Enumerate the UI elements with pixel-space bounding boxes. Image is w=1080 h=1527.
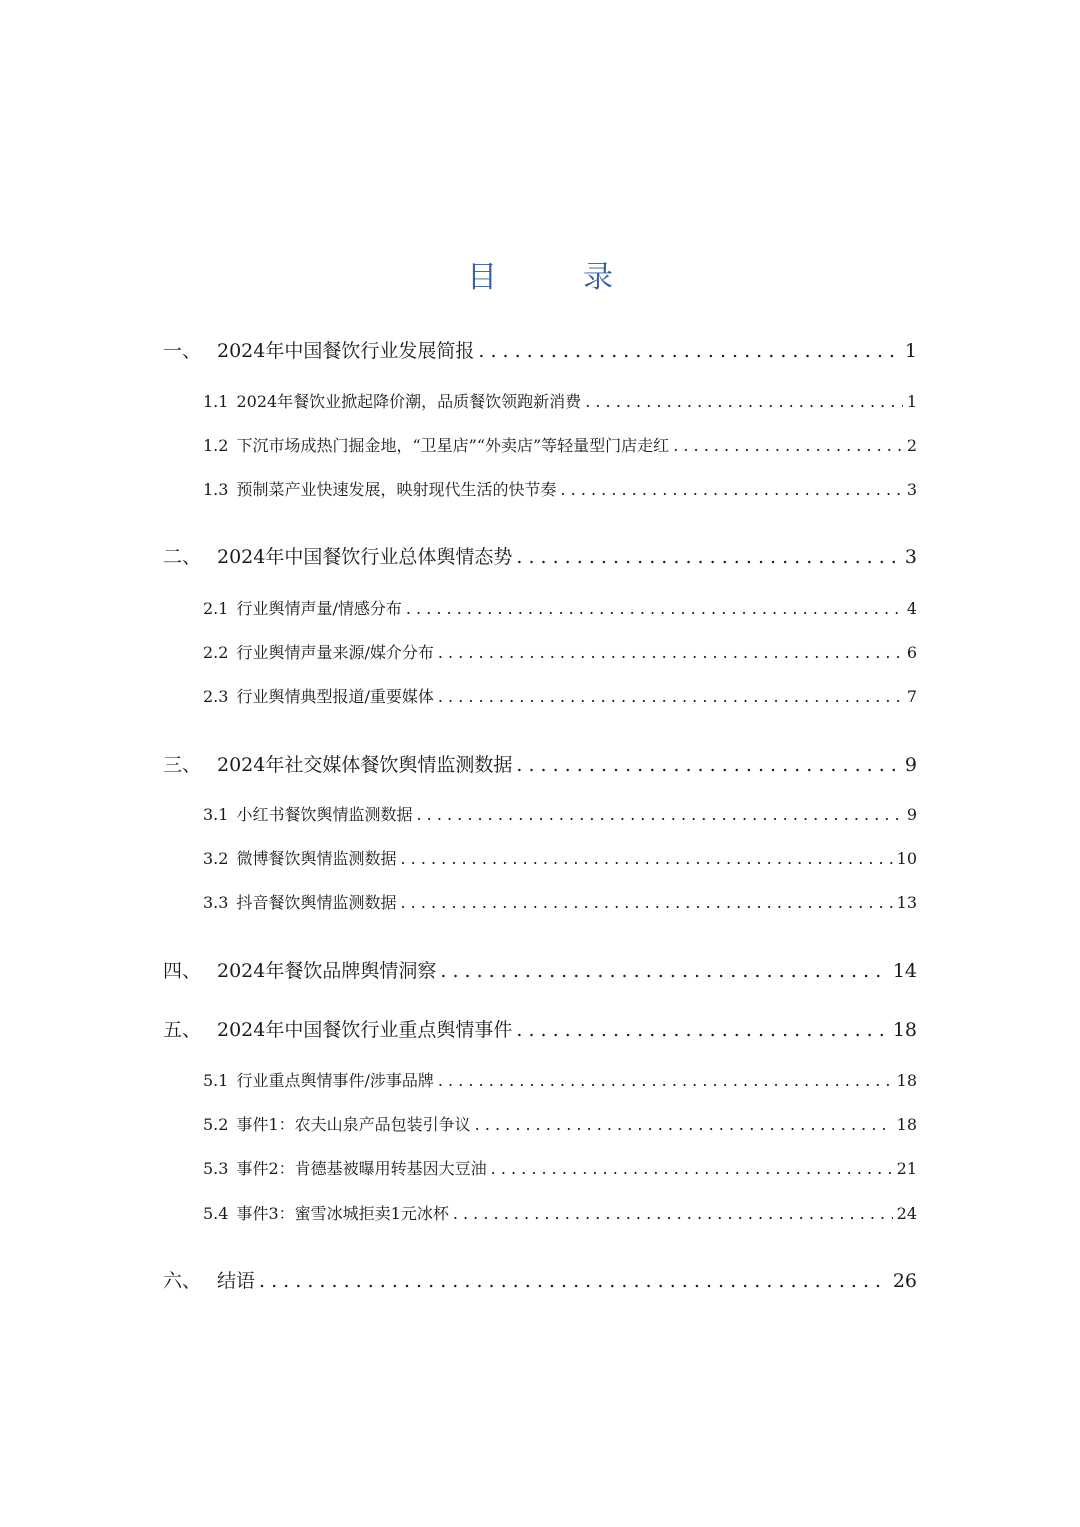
toc-entry-title: 2024年中国餐饮行业重点舆情事件 — [217, 1019, 513, 1041]
toc-entry-page-number: 9 — [904, 754, 917, 776]
toc-entry-title: 行业舆情典型报道/重要媒体 — [236, 687, 434, 706]
toc-entry-page-number: 3 — [904, 546, 917, 568]
toc-entry-number: 2.1 — [203, 599, 229, 618]
toc-entry-page-number: 1 — [904, 340, 917, 362]
toc-dot-leader — [400, 846, 892, 872]
toc-entry-page-number: 14 — [892, 960, 917, 982]
toc-entry-page-number: 1 — [906, 392, 917, 411]
toc-entry-number: 1.1 — [203, 392, 229, 411]
toc-dot-leader — [491, 1156, 893, 1182]
page-title: 目 录 — [467, 260, 641, 295]
toc-entry-title: 行业舆情声量来源/媒介分布 — [236, 643, 434, 662]
toc-section-entry[interactable] — [203, 802, 917, 828]
toc-section-entry[interactable] — [203, 389, 917, 415]
toc-entry-title: 行业舆情声量/情感分布 — [236, 599, 402, 618]
toc-dot-leader — [673, 433, 903, 459]
toc-dot-leader — [453, 1201, 893, 1227]
toc-chapter-entry[interactable] — [163, 542, 917, 572]
toc-entry-title: 2024年餐饮业掀起降价潮，品质餐饮领跑新消费 — [236, 392, 582, 411]
toc-section-entry[interactable] — [203, 1112, 917, 1138]
toc-entry-number: 2.2 — [203, 643, 229, 662]
toc-entry-page-number: 10 — [896, 849, 917, 868]
toc-entry-number: 1.3 — [203, 480, 229, 499]
toc-entry-page-number: 9 — [906, 805, 917, 824]
toc-section-entry[interactable] — [203, 433, 917, 459]
toc-entry-number: 四、 — [163, 960, 202, 982]
toc-section-entry[interactable] — [203, 846, 917, 872]
toc-entry-number: 二、 — [163, 546, 202, 568]
toc-entry-page-number: 4 — [906, 599, 917, 618]
toc-entry-title: 事件2：肯德基被曝用转基因大豆油 — [236, 1159, 487, 1178]
toc-entry-title: 抖音餐饮舆情监测数据 — [236, 893, 397, 912]
toc-dot-leader — [438, 1068, 893, 1094]
toc-entry-page-number: 13 — [896, 893, 917, 912]
toc-section-entry[interactable] — [203, 640, 917, 666]
toc-entry-page-number: 18 — [896, 1071, 917, 1090]
toc-entry-number: 5.4 — [203, 1204, 229, 1223]
toc-entry-title: 2024年餐饮品牌舆情洞察 — [217, 960, 437, 982]
toc-dot-leader — [475, 1112, 893, 1138]
toc-entry-number: 1.2 — [203, 436, 229, 455]
toc-entry-number: 2.3 — [203, 687, 229, 706]
toc-section-entry[interactable] — [203, 1068, 917, 1094]
toc-chapter-entry[interactable] — [163, 956, 917, 986]
toc-entry-number: 六、 — [163, 1270, 202, 1292]
toc-entry-title: 微博餐饮舆情监测数据 — [236, 849, 397, 868]
toc-entry-number: 3.3 — [203, 893, 229, 912]
toc-entry-page-number: 2 — [906, 436, 917, 455]
toc-dot-leader — [438, 640, 903, 666]
toc-entry-page-number: 3 — [906, 480, 917, 499]
toc-dot-leader — [516, 542, 901, 572]
toc-entry-page-number: 6 — [906, 643, 917, 662]
toc-dot-leader — [560, 477, 902, 503]
toc-entry-title: 下沉市场成热门掘金地，“卫星店”“外卖店”等轻量型门店走红 — [236, 436, 670, 455]
toc-entry-number: 5.3 — [203, 1159, 229, 1178]
toc-dot-leader — [406, 596, 903, 622]
toc-entry-number: 三、 — [163, 754, 202, 776]
toc-section-entry[interactable] — [203, 684, 917, 710]
toc-entry-title: 2024年社交媒体餐饮舆情监测数据 — [217, 754, 513, 776]
toc-chapter-entry[interactable] — [163, 1266, 917, 1296]
toc-entry-title: 行业重点舆情事件/涉事品牌 — [236, 1071, 434, 1090]
toc-entry-number: 五、 — [163, 1019, 202, 1041]
toc-entry-page-number: 26 — [892, 1270, 917, 1292]
toc-entry-title: 预制菜产业快速发展，映射现代生活的快节奏 — [236, 480, 557, 499]
toc-entry-number: 一、 — [163, 340, 202, 362]
toc-chapter-entry[interactable] — [163, 336, 917, 366]
toc-entry-title: 小红书餐饮舆情监测数据 — [236, 805, 413, 824]
toc-chapter-entry[interactable] — [163, 1015, 917, 1045]
toc-entry-title: 2024年中国餐饮行业总体舆情态势 — [217, 546, 513, 568]
toc-chapter-entry[interactable] — [163, 750, 917, 780]
toc-dot-leader — [516, 750, 901, 780]
toc-dot-leader — [400, 890, 892, 916]
toc-entry-page-number: 24 — [896, 1204, 917, 1223]
toc-entry-number: 3.2 — [203, 849, 229, 868]
toc-dot-leader — [440, 956, 888, 986]
toc-entry-title: 事件1：农夫山泉产品包装引争议 — [236, 1115, 471, 1134]
toc-entry-title: 事件3：蜜雪冰城拒卖1元冰杯 — [236, 1204, 449, 1223]
toc-dot-leader — [416, 802, 902, 828]
toc-entry-page-number: 21 — [896, 1159, 917, 1178]
toc-dot-leader — [478, 336, 901, 366]
toc-section-entry[interactable] — [203, 477, 917, 503]
toc-entry-number: 5.2 — [203, 1115, 229, 1134]
toc-entry-title: 结语 — [217, 1270, 256, 1292]
toc-section-entry[interactable] — [203, 596, 917, 622]
toc-dot-leader — [438, 684, 903, 710]
toc-entry-number: 5.1 — [203, 1071, 229, 1090]
toc-section-entry[interactable] — [203, 1156, 917, 1182]
toc-entry-number: 3.1 — [203, 805, 229, 824]
toc-section-entry[interactable] — [203, 1201, 917, 1227]
toc-dot-leader — [516, 1015, 888, 1045]
toc-entry-page-number: 18 — [896, 1115, 917, 1134]
toc-dot-leader — [585, 389, 903, 415]
toc-dot-leader — [259, 1266, 889, 1296]
toc-entry-page-number: 18 — [892, 1019, 917, 1041]
toc-section-entry[interactable] — [203, 890, 917, 916]
toc-entry-page-number: 7 — [906, 687, 917, 706]
toc-entry-title: 2024年中国餐饮行业发展简报 — [217, 340, 475, 362]
